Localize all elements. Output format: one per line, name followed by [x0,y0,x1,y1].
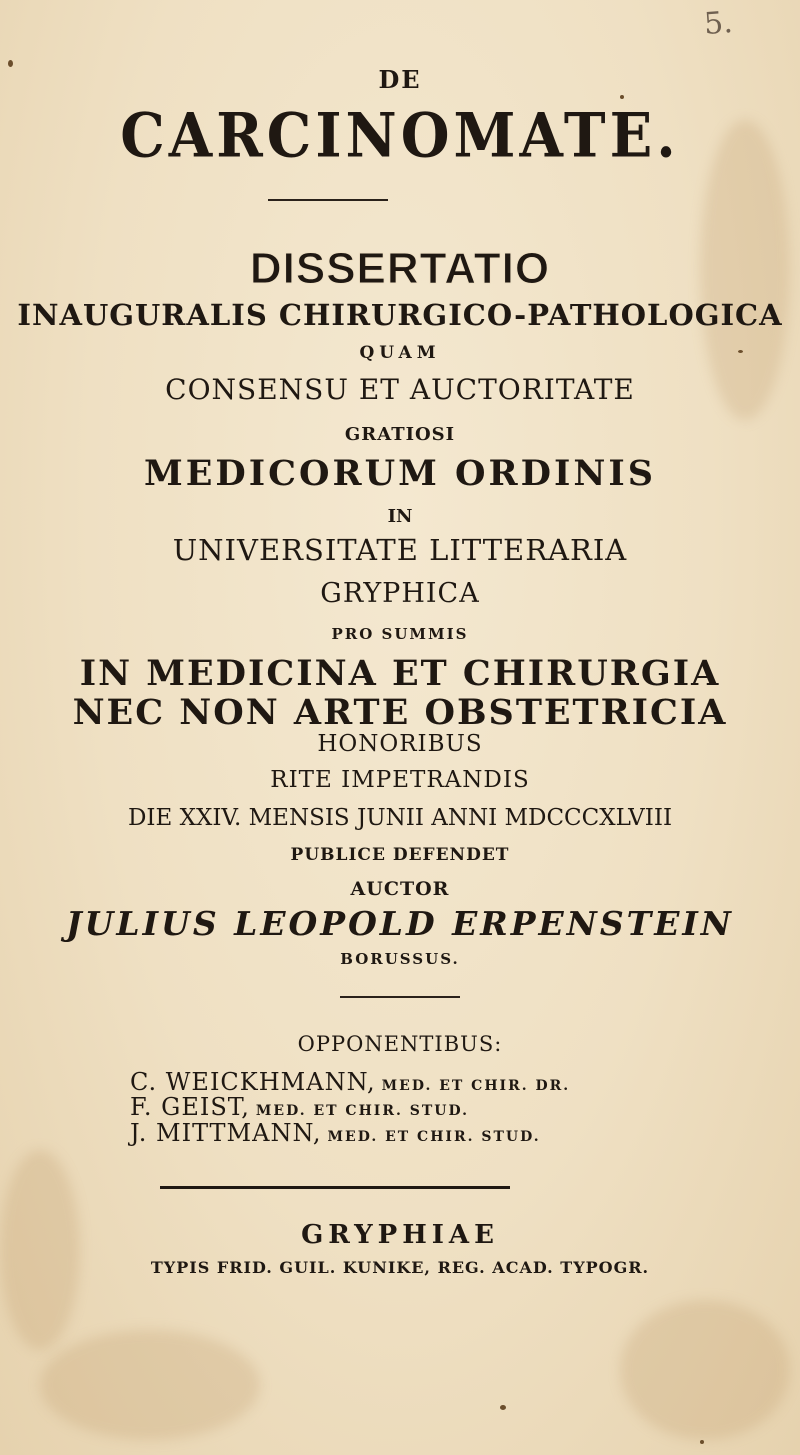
ink-speck [500,1405,506,1410]
paper-stain [40,1330,260,1440]
opponent-degree: MED. ET CHIR. STUD. [255,1103,469,1119]
opponent-degree: MED. ET CHIR. STUD. [327,1129,541,1145]
opponent-entry [130,1121,541,1145]
preposition-de: DE [378,65,422,94]
word-quam: QUAM [359,343,441,363]
opponent-entry [130,1070,570,1094]
word-gratiosi: GRATIOSI [344,424,456,445]
paper-stain [0,1150,80,1350]
ink-speck [700,1440,704,1444]
ink-speck [620,95,624,99]
author-origin: BORUSSUS. [340,950,460,968]
author-name: JULIUS LEOPOLD ERPENSTEIN [66,904,734,943]
imprint-printer: TYPIS FRID. GUIL. KUNIKE, REG. ACAD. TYPOGR. [150,1258,650,1277]
imprint-place: GRYPHIAE [301,1220,499,1250]
paper-stain [620,1300,790,1440]
word-honoribus: HONORIBUS [317,731,483,757]
opponent-degree: MED. ET CHIR. DR. [381,1078,571,1094]
universitate-line: UNIVERSITATE LITTERARIA [172,533,628,567]
dissertatio-heading: DISSERTATIO [249,244,551,293]
opponents-divider [340,996,460,998]
word-gryphica: GRYPHICA [320,578,480,609]
pro-summis: PRO SUMMIS [331,625,469,643]
auctor-label: AUCTOR [350,878,450,900]
ink-speck [8,60,13,67]
subtitle-inauguralis: INAUGURALIS CHIRURGICO-PATHOLOGICA [17,298,783,332]
corner-pencil-mark: 5. [702,5,734,42]
opponent-name: F. GEIST, [130,1093,250,1121]
opponent-name: J. MITTMANN, [130,1119,322,1147]
date-line: DIE XXIV. MENSIS JUNII ANNI MDCCCXLVIII [127,805,673,831]
consensu-line: CONSENSU ET AUCTORITATE [165,373,635,406]
publice-defendet: PUBLICE DEFENDET [290,845,510,865]
rite-impetrandis: RITE IMPETRANDIS [270,767,530,793]
in-medicina-line: IN MEDICINA ET CHIRURGIA [79,653,721,694]
main-title: CARCINOMATE. [120,100,680,172]
opponent-entry [130,1095,469,1119]
imprint-divider [160,1186,510,1189]
word-in: IN [387,506,413,527]
opponents-heading: OPPONENTIBUS: [297,1032,503,1056]
medicorum-ordinis: MEDICORUM ORDINIS [144,453,656,494]
title-divider [268,199,388,201]
opponent-name: C. WEICKHMANN, [130,1068,376,1096]
nec-non-line: NEC NON ARTE OBSTETRICIA [72,692,728,733]
